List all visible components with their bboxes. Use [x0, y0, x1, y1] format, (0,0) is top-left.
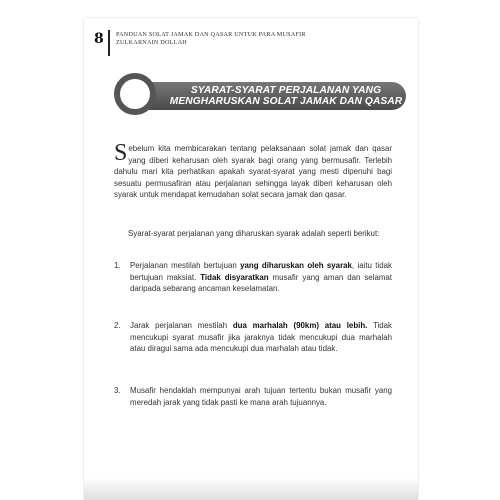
section-title	[166, 85, 406, 107]
list-text-part: , iaitu tidak bertujuan maksiat.	[130, 261, 392, 282]
list-text-part: Tidak mencukupi syarat musafir jika jaraknya tidak mencukupi dua marhalah atau diragui sama ada mencukupi dua marhalah atau tidak.	[130, 321, 392, 354]
list-number: 1.	[114, 261, 121, 270]
page-number: 8	[94, 31, 104, 47]
list-text-emphasis: dua marhalah (90km) atau lebih.	[232, 321, 368, 330]
page-bottom-shade	[84, 478, 418, 500]
drop-cap: S	[114, 140, 128, 166]
list-text-emphasis: Tidak disyaratkan	[200, 272, 269, 282]
list-number: 3.	[114, 386, 121, 395]
running-head	[116, 31, 376, 47]
running-head-author: ZULKARNAIN DOLLAH	[116, 39, 187, 46]
running-head-title: PANDUAN SOLAT JAMAK DAN QASAR UNTUK PARA MUSAFIR	[116, 31, 306, 38]
list-number: 2.	[114, 321, 121, 330]
list-text-part: Musafir hendaklah mempunyai arah tujuan tertentu bukan musafir yang meredah jarak yang tidak pasti ke mana arah tujuannya.	[130, 386, 392, 407]
header-divider	[108, 30, 110, 56]
section-title-line2: MENGHARUSKAN SOLAT JAMAK DAN QASAR	[169, 96, 403, 107]
list-text-part: Perjalanan mestilah bertujuan	[130, 261, 241, 270]
list-text-emphasis: yang diharuskan oleh syarak	[240, 261, 352, 270]
intro-text: ebelum kita membicarakan tentang pelaksanaan solat jamak dan qasar yang diberi keharusan oleh syarak bagi orang yang bermusafir. Terlebih dahulu mari kita perhatikan apakah syarat-syarat yang mesti dipenuhi bagi sesuatu permusafiran atau perjalanan sehingga layak diberi keharusan oleh syarak untuk mendapat kemudahan solat secara jamak dan qasar.	[114, 144, 392, 200]
section-banner-bar	[148, 82, 406, 110]
list-text	[130, 260, 392, 295]
list-text	[130, 320, 392, 355]
list-text-part: musafir yang aman dan selamat daripada sebarang ancaman keselamatan.	[130, 272, 392, 294]
section-banner	[118, 73, 408, 115]
page-header	[94, 30, 394, 60]
list-text	[130, 385, 392, 408]
section-title-line1: SYARAT-SYARAT PERJALANAN YANG	[190, 85, 382, 96]
list-text-part: Jarak perjalanan mestilah	[130, 321, 233, 330]
section-ring-ornament	[114, 73, 156, 115]
conditions-intro-paragraph: Syarat-syarat perjalanan yang diharuskan syarak adalah seperti berikut:	[128, 229, 380, 238]
book-page	[84, 18, 418, 500]
intro-paragraph	[114, 140, 392, 201]
